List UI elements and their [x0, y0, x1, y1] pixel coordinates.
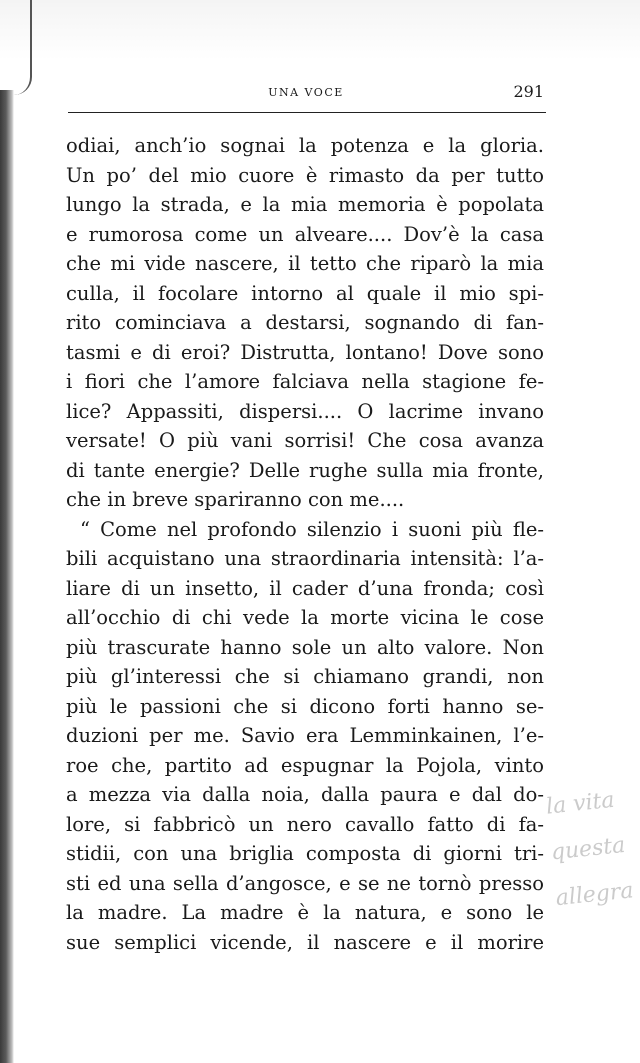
text-line: odiai, anch’io sognai la potenza e la gloria.: [66, 134, 544, 157]
text-line: più trascurate hanno sole un alto valore. Non: [66, 635, 544, 659]
text-line: liare di un insetto, il cader d’una fronda; così: [66, 576, 544, 600]
text-line: che mi vide nascere, il tetto che riparò la mia: [66, 252, 544, 275]
margin-note-line: allegra: [554, 878, 635, 912]
text-line: tasmi e di eroi? Distrutta, lontano! Dove sono: [66, 340, 544, 364]
text-line: lore, si fabbricò un nero cavallo fatto di fa-: [66, 812, 544, 836]
torn-page-edge: [0, 0, 32, 95]
text-line: i fiori che l’amore falciava nella stagione fe-: [66, 370, 544, 393]
text-line: più gl’interessi che si chiamano grandi, non: [66, 665, 544, 688]
text-line: versate! O più vani sorrisi! Che cosa avanza: [66, 429, 544, 452]
text-line: che in breve spariranno con me....: [66, 488, 405, 511]
text-line: di tante energie? Delle rughe sulla mia fronte,: [66, 458, 544, 482]
running-head: [66, 82, 546, 104]
text-line: rito cominciava a destarsi, sognando di fan-: [66, 311, 544, 334]
margin-note-line: questa: [549, 832, 627, 866]
handwritten-margin-note: [544, 776, 640, 944]
text-line: stidii, con una briglia composta di giorni tri-: [66, 842, 544, 865]
body-text: [66, 131, 544, 957]
text-line: all’occhio di chi vede la morte vicina le cose: [66, 606, 544, 629]
text-line: la madre. La madre è la natura, e sono le: [66, 901, 544, 924]
text-line: Un po’ del mio cuore è rimasto da per tutto: [66, 163, 544, 187]
text-line: lice? Appassiti, dispersi.... O lacrime invano: [66, 399, 544, 423]
text-line: lungo la strada, e la mia memoria è popolata: [66, 193, 544, 216]
page-number: 291: [513, 82, 544, 101]
text-line: bili acquistano una straordinaria intensità: l’a-: [66, 547, 544, 570]
text-line: roe che, partito ad espugnar la Pojola, vinto: [66, 753, 544, 777]
margin-note-line: la vita: [544, 787, 616, 820]
running-title: UNA VOCE: [268, 86, 344, 99]
page-gutter-shadow: [0, 90, 14, 1063]
text-line: e rumorosa come un alveare.... Dov’è la casa: [66, 222, 544, 246]
text-line: a mezza via dalla noia, dalla paura e dal do-: [66, 783, 544, 806]
text-line: più le passioni che si dicono forti hanno se-: [66, 694, 544, 718]
text-line: culla, il focolare intorno al quale il mio spi-: [66, 281, 544, 305]
text-line: “ Come nel profondo silenzio i suoni più fle-: [80, 517, 544, 541]
text-line: duzioni per me. Savio era Lemminkainen, l’e-: [66, 724, 544, 747]
text-line: sti ed una sella d’angosce, e se ne tornò presso: [66, 871, 544, 895]
header-rule: [68, 112, 546, 113]
text-line: sue semplici vicende, il nascere e il morire: [66, 930, 544, 954]
